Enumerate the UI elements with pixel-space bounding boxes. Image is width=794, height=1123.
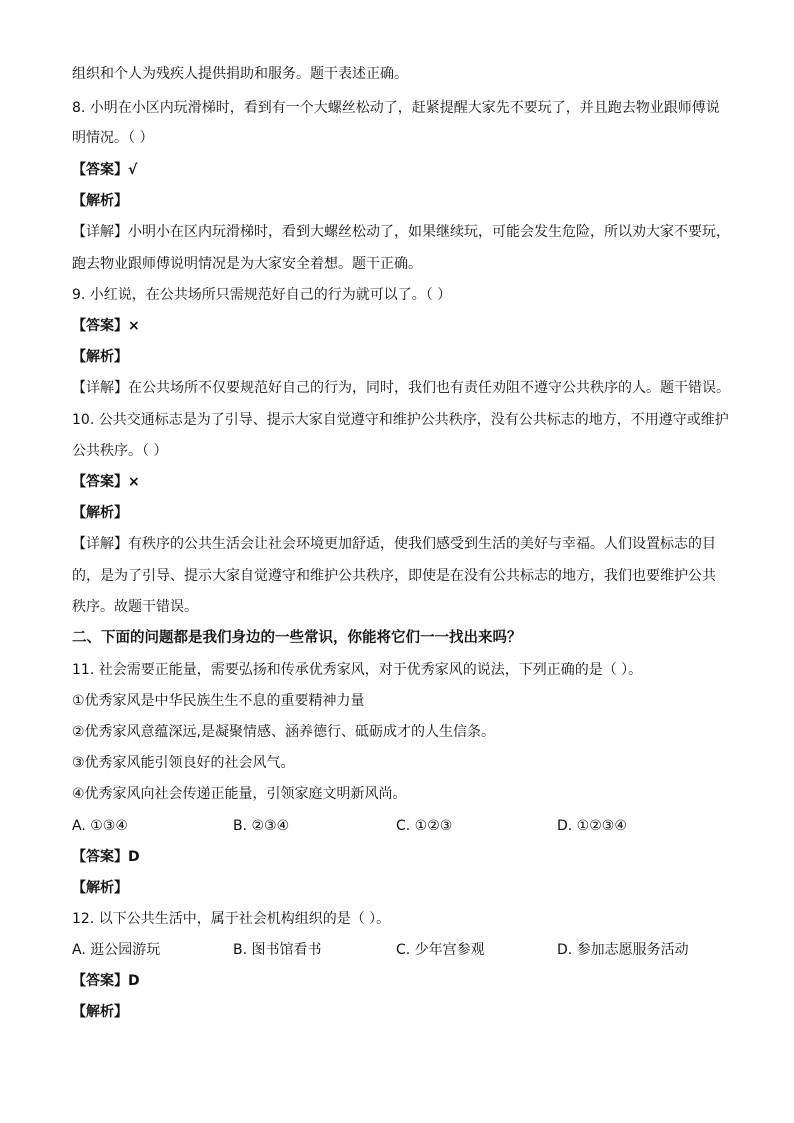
- question-11: 11. 社会需要正能量，需要弘扬和传承优秀家风，对于优秀家风的说法，下列正确的是（ ）。: [72, 662, 643, 678]
- statement-4: ④优秀家风向社会传递正能量，引领家庭文明新风尚。: [72, 786, 407, 802]
- explanation-10-cont: 的，是为了引导、提示大家自觉遵守和维护公共秩序，即使是在没有公共标志的地方，我们也要维护公共: [72, 568, 716, 584]
- answer-11: 【答案】D: [72, 849, 140, 865]
- q11-option-c: C. ①②③: [396, 818, 453, 834]
- question-9: 9. 小红说，在公共场所只需规范好自己的行为就可以了。（ ）: [72, 287, 452, 303]
- analysis-label-12: 【解析】: [72, 1004, 128, 1020]
- explanation-8: 【详解】小明小在区内玩滑梯时，看到大螺丝松动了，如果继续玩，可能会发生危险，所以劝大家不要玩，: [72, 224, 730, 240]
- statement-2: ②优秀家风意蕴深远,是凝聚情感、涵养德行、砥砺成才的人生信条。: [72, 724, 495, 740]
- explanation-10-cont2: 秩序。故题干错误。: [72, 599, 198, 615]
- q12-option-c: C. 少年宫参观: [396, 942, 485, 958]
- explanation-10: 【详解】有秩序的公共生活会让社会环境更加舒适，使我们感受到生活的美好与幸福。人们设置标志的目: [72, 536, 716, 552]
- answer-12: 【答案】D: [72, 973, 140, 989]
- explanation-9: 【详解】在公共场所不仅要规范好自己的行为，同时，我们也有责任劝阻不遵守公共秩序的人。题干错误。: [72, 380, 730, 396]
- answer-9: 【答案】×: [72, 318, 140, 334]
- analysis-label-9: 【解析】: [72, 349, 128, 365]
- q11-option-d: D. ①②③④: [557, 818, 627, 834]
- explanation-8-cont: 跑去物业跟师傅说明情况是为大家安全着想。题干正确。: [72, 256, 422, 272]
- question-12: 12. 以下公共生活中，属于社会机构组织的是（ ）。: [72, 911, 391, 927]
- analysis-label-8: 【解析】: [72, 193, 128, 209]
- text-line: 组织和个人为残疾人提供捐助和服务。题干表述正确。: [72, 66, 408, 82]
- statement-3: ③优秀家风能引领良好的社会风气。: [72, 755, 295, 771]
- q12-option-d: D. 参加志愿服务活动: [557, 942, 689, 958]
- analysis-label-11: 【解析】: [72, 880, 128, 896]
- q12-option-a: A. 逛公园游玩: [72, 942, 161, 958]
- q11-option-a: A. ①③④: [72, 818, 128, 834]
- section-heading: 二、下面的问题都是我们身边的一些常识，你能将它们一一找出来吗？: [72, 630, 522, 646]
- analysis-label-10: 【解析】: [72, 505, 128, 521]
- q11-option-b: B. ②③④: [233, 818, 290, 834]
- answer-10: 【答案】×: [72, 474, 140, 490]
- statement-1: ①优秀家风是中华民族生生不息的重要精神力量: [72, 693, 365, 709]
- question-10-cont: 公共秩序。（ ）: [72, 443, 168, 459]
- answer-8: 【答案】√: [72, 162, 138, 178]
- question-8-cont: 明情况。（ ）: [72, 130, 154, 146]
- question-10: 10. 公共交通标志是为了引导、提示大家自觉遵守和维护公共秩序，没有公共标志的地方，不用遵守或维护: [72, 412, 729, 428]
- q12-option-b: B. 图书馆看书: [233, 942, 322, 958]
- question-8: 8. 小明在小区内玩滑梯时，看到有一个大螺丝松动了，赶紧提醒大家先不要玩了，并且跑去物业跟师傅说: [72, 100, 720, 116]
